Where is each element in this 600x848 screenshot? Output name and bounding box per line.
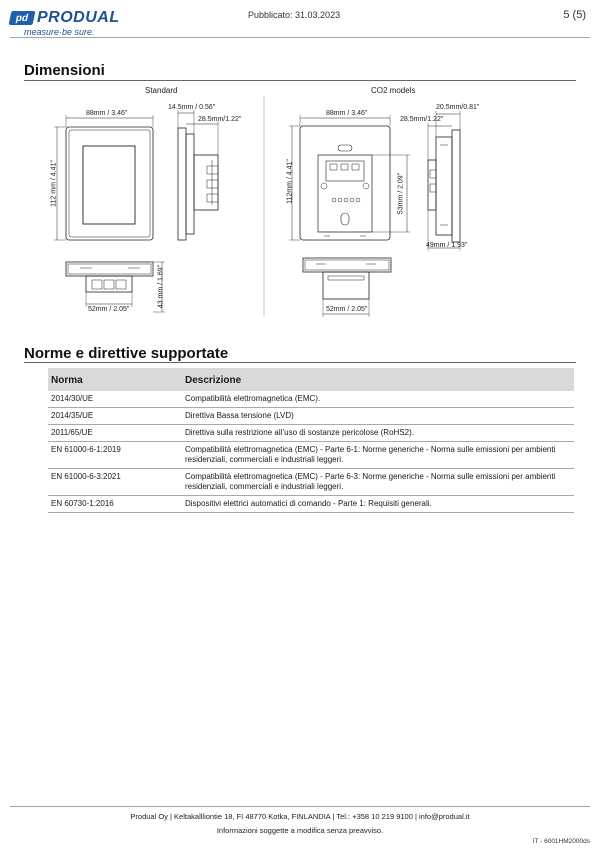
norms-title: Norme e direttive supportate <box>24 345 229 362</box>
norma-cell: 2014/35/UE <box>48 408 182 425</box>
standard-side-view <box>178 110 218 240</box>
co2-front-view <box>286 115 410 240</box>
norma-cell: EN 61000-6-1:2019 <box>48 442 182 469</box>
document-id: IT - 6001HM2000ds <box>532 838 590 845</box>
co2-inner-height-label: 53mm / 2.09" <box>397 172 405 215</box>
co2-side-view <box>428 111 460 251</box>
descrizione-cell: Compatibilità elettromagnetica (EMC) - Parte 6-3: Norme generiche - Norma sulle emissioni per ambienti residenziali, commerciali e industriali leggeri. <box>182 469 574 496</box>
norma-cell: 2011/65/UE <box>48 425 182 442</box>
standard-height-label: 112 mm / 4.41" <box>50 160 58 207</box>
norma-cell: EN 60730-1:2016 <box>48 496 182 513</box>
table-row <box>48 391 574 408</box>
standard-bottom-view <box>66 262 165 312</box>
standard-depth-total-label: 14.5mm / 0.56" <box>168 104 216 111</box>
co2-depth-total-label: 20.5mm/0.81" <box>436 104 480 111</box>
standard-front-view <box>54 115 153 240</box>
footer-divider <box>10 806 590 807</box>
co2-side-depth-label: 49mm / 1.93" <box>426 242 468 249</box>
logo-text: PRODUAL <box>37 9 120 26</box>
standard-bottom-width-label: 52mm / 2.05" <box>88 306 130 313</box>
standard-depth-body-label: 28.5mm/1.22" <box>198 116 242 123</box>
standard-label: Standard <box>145 86 178 95</box>
co2-bottom-width-label: 52mm / 2.05" <box>326 306 368 313</box>
standard-width-label: 88mm / 3.46" <box>86 110 128 117</box>
norma-cell: 2014/30/UE <box>48 391 182 408</box>
norma-cell: EN 61000-6-3:2021 <box>48 469 182 496</box>
descrizione-cell: Direttiva sulla restrizione all’uso di sostanze pericolose (RoHS2). <box>182 425 574 442</box>
table-row <box>48 425 574 442</box>
published-date: Pubblicato: 31.03.2023 <box>248 10 341 20</box>
standard-bottom-depth-label: 43 mm / 1.69" <box>157 264 165 309</box>
norms-header-row <box>48 368 574 391</box>
footer-address: Produal Oy | Keltakallliontie 18, FI 48770 Kotka, FINLANDIA | Tel.: +358 10 219 9100 | info@produal.it <box>130 812 470 821</box>
descrizione-cell: Compatibilità elettromagnetica (EMC). <box>182 391 574 408</box>
descrizione-cell: Direttiva Bassa tensione (LVD) <box>182 408 574 425</box>
descrizione-cell: Dispositivi elettrici automatici di comando - Parte 1: Requisiti generali. <box>182 496 574 513</box>
table-row <box>48 442 574 469</box>
footer-notice: Informazioni soggette a modifica senza preavviso. <box>216 826 384 835</box>
co2-depth-body-label: 28.5mm/1.22" <box>400 116 444 123</box>
slogan: measure·be sure. <box>24 27 95 37</box>
dimensions-title: Dimensioni <box>24 62 105 79</box>
co2-label: CO2 models <box>371 86 416 95</box>
norms-divider <box>24 362 576 363</box>
co2-height-label: 112mm / 4.41" <box>286 159 294 204</box>
col-norma: Norma <box>48 368 182 391</box>
page-number: 5 (5) <box>563 9 586 21</box>
dimension-drawings <box>0 0 600 340</box>
table-row <box>48 408 574 425</box>
co2-width-label: 88mm / 3.46" <box>326 110 368 117</box>
descrizione-cell: Compatibilità elettromagnetica (EMC) - Parte 6-1: Norme generiche - Norma sulle emissioni per ambienti residenziali, commerciali e industriali leggeri. <box>182 442 574 469</box>
col-descrizione: Descrizione <box>182 368 574 391</box>
table-row <box>48 469 574 496</box>
table-row <box>48 496 574 513</box>
norms-table <box>48 368 574 513</box>
logo-mark-icon: pd <box>9 11 36 25</box>
